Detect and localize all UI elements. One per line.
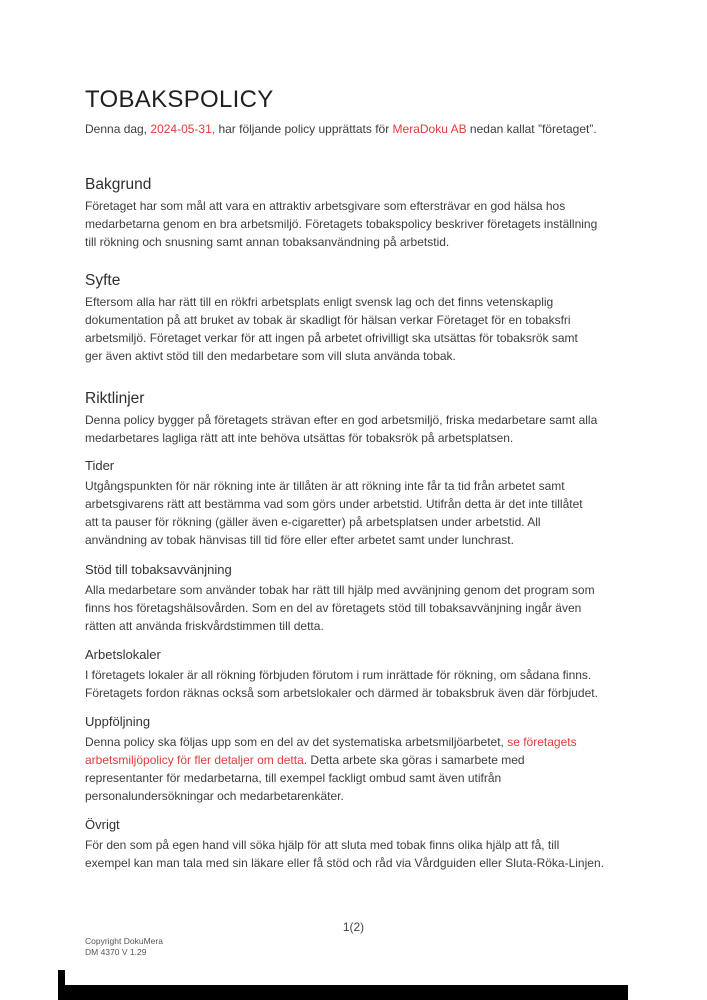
- text-line: [85, 513, 645, 531]
- highlighted-red-text: MeraDoku AB: [392, 122, 467, 136]
- text-line: [85, 854, 645, 872]
- section-paragraph: [85, 293, 645, 365]
- section-heading: Bakgrund: [85, 176, 152, 193]
- document-section: [85, 175, 645, 251]
- page-number: 1(2): [342, 920, 365, 934]
- section-paragraph: [85, 411, 645, 447]
- text-line: [85, 684, 645, 702]
- text-line: [85, 429, 645, 447]
- text-segment: För den som på egen hand vill söka hjälp för att sluta med tobak finns olika hjälp att få, till: [85, 838, 560, 852]
- text-segment: rätten att använda friskvårdstimmen till detta.: [85, 619, 324, 633]
- highlighted-red-text: 2024-05-31,: [150, 122, 216, 136]
- document-section: [85, 389, 645, 447]
- text-segment: att ta pauser för rökning (gäller även e-cigaretter) på arbetsplatsen under arbetstid. All: [85, 515, 541, 529]
- text-segment: arbetsgivarens rätt att bestämma vad som görs under arbetstid. Utifrån detta är det inte tillåtet: [85, 497, 583, 511]
- text-line: [85, 293, 645, 311]
- footer-copyright: [85, 936, 163, 958]
- intro-paragraph: [85, 120, 645, 138]
- text-line: [85, 477, 645, 495]
- text-line: [85, 733, 645, 751]
- text-line: [85, 787, 645, 805]
- text-line: [85, 666, 645, 684]
- document-section: [85, 713, 645, 805]
- text-line: [85, 347, 645, 365]
- text-line: [85, 311, 645, 329]
- section-paragraph: [85, 581, 645, 635]
- text-segment: Eftersom alla har rätt till en rökfri arbetsplats enligt svensk lag och det finns vetenskaplig: [85, 295, 554, 309]
- section-heading: Övrigt: [85, 817, 120, 832]
- text-segment: exempel kan man tala med sin läkare eller få stöd och råd via Vårdguiden eller Sluta-Röka-Linjen.: [85, 856, 604, 870]
- text-segment: personalundersökningar och medarbetarenkäter.: [85, 789, 344, 803]
- section-heading: Riktlinjer: [85, 390, 145, 407]
- text-segment: . Detta arbete ska göras i samarbete med: [303, 753, 525, 767]
- text-line: [85, 769, 645, 787]
- text-line: [85, 599, 645, 617]
- text-segment: dokumentation på att bruket av tobak är skadligt för hälsan verkar Företaget för en tobaksfri: [85, 313, 571, 327]
- text-segment: Denna policy bygger på företagets strävan efter en god arbetsmiljö, friska medarbetare samt alla: [85, 413, 598, 427]
- section-heading: Stöd till tobaksavvänjning: [85, 562, 232, 577]
- text-line: [85, 495, 645, 513]
- document-section: [85, 646, 645, 702]
- text-segment: finns hos företagshälsovården. Som en del av företagets stöd till tobaksavvänjning ingår även: [85, 601, 582, 615]
- text-line: [85, 215, 645, 233]
- text-segment: medarbetarna genom en bra arbetsmiljö. Företagets tobakspolicy beskriver företagets inställning: [85, 217, 598, 231]
- text-segment: medarbetares lagliga rätt att inte behöva utsättas för tobaksrök på arbetsplatsen.: [85, 431, 514, 445]
- section-paragraph: [85, 733, 645, 805]
- highlighted-red-text: se företagets: [507, 735, 577, 749]
- document-section: [85, 816, 645, 872]
- text-segment: ger även aktivt stöd till den medarbetare som vill sluta använda tobak.: [85, 349, 456, 363]
- text-line: [85, 531, 645, 549]
- section-heading: Syfte: [85, 272, 121, 289]
- text-line: [85, 233, 645, 251]
- text-segment: nedan kallat ”företaget”.: [466, 122, 597, 136]
- text-segment: användning av tobak hänvisas till tid före eller efter arbetet samt under lunchrast.: [85, 533, 514, 547]
- section-paragraph: [85, 836, 645, 872]
- document-section: [85, 271, 645, 365]
- section-paragraph: [85, 666, 645, 702]
- section-heading: Tider: [85, 458, 115, 473]
- text-segment: arbetsmiljö. Företaget verkar för att ingen på arbetet ofrivilligt ska utsättas för tobaksrök samt: [85, 331, 578, 345]
- text-segment: har följande policy upprättats för: [215, 122, 393, 136]
- document-body: [85, 0, 645, 872]
- text-line: [85, 197, 645, 215]
- text-line: [85, 751, 645, 769]
- text-line: [85, 617, 645, 635]
- document-section: [85, 561, 645, 635]
- text-segment: Denna dag,: [85, 122, 151, 136]
- text-segment: Företagets fordon räknas också som arbetslokaler och därmed är tobaksbruk även där förbjudet.: [85, 686, 598, 700]
- section-paragraph: [85, 197, 645, 251]
- text-line: [85, 120, 645, 138]
- text-segment: representanter för medarbetarna, till exempel fackligt ombud samt även utifrån: [85, 771, 502, 785]
- text-segment: till rökning och snusning samt annan tobaksanvändning på arbetstid.: [85, 235, 450, 249]
- doc-id-line: DM 4370 V 1.29: [85, 947, 147, 957]
- sections-container: [85, 175, 645, 872]
- text-segment: Utgångspunkten för när rökning inte är tillåten är att rökning inte får ta tid från arbetet samt: [85, 479, 565, 493]
- text-line: [85, 411, 645, 429]
- document-section: [85, 457, 645, 549]
- text-line: [85, 836, 645, 854]
- text-segment: Företaget har som mål att vara en attraktiv arbetsgivare som eftersträvar en god hälsa hos: [85, 199, 566, 213]
- scan-edge-bottom-bar: [62, 985, 628, 1000]
- section-paragraph: [85, 477, 645, 549]
- text-segment: I företagets lokaler är all rökning förbjuden förutom i rum inrättade för rökning, om sådana finns.: [85, 668, 592, 682]
- text-segment: Alla medarbetare som använder tobak har rätt till hjälp med avvänjning genom det program som: [85, 583, 595, 597]
- highlighted-red-text: arbetsmiljöpolicy för fler detaljer om detta: [85, 753, 304, 767]
- text-line: [85, 581, 645, 599]
- text-line: [85, 329, 645, 347]
- text-segment: Denna policy ska följas upp som en del av det systematiska arbetsmiljöarbetet,: [85, 735, 508, 749]
- section-heading: Arbetslokaler: [85, 647, 161, 662]
- copyright-line: Copyright DokuMera: [85, 936, 163, 946]
- page-title: TOBAKSPOLICY: [85, 86, 274, 113]
- section-heading: Uppföljning: [85, 714, 151, 729]
